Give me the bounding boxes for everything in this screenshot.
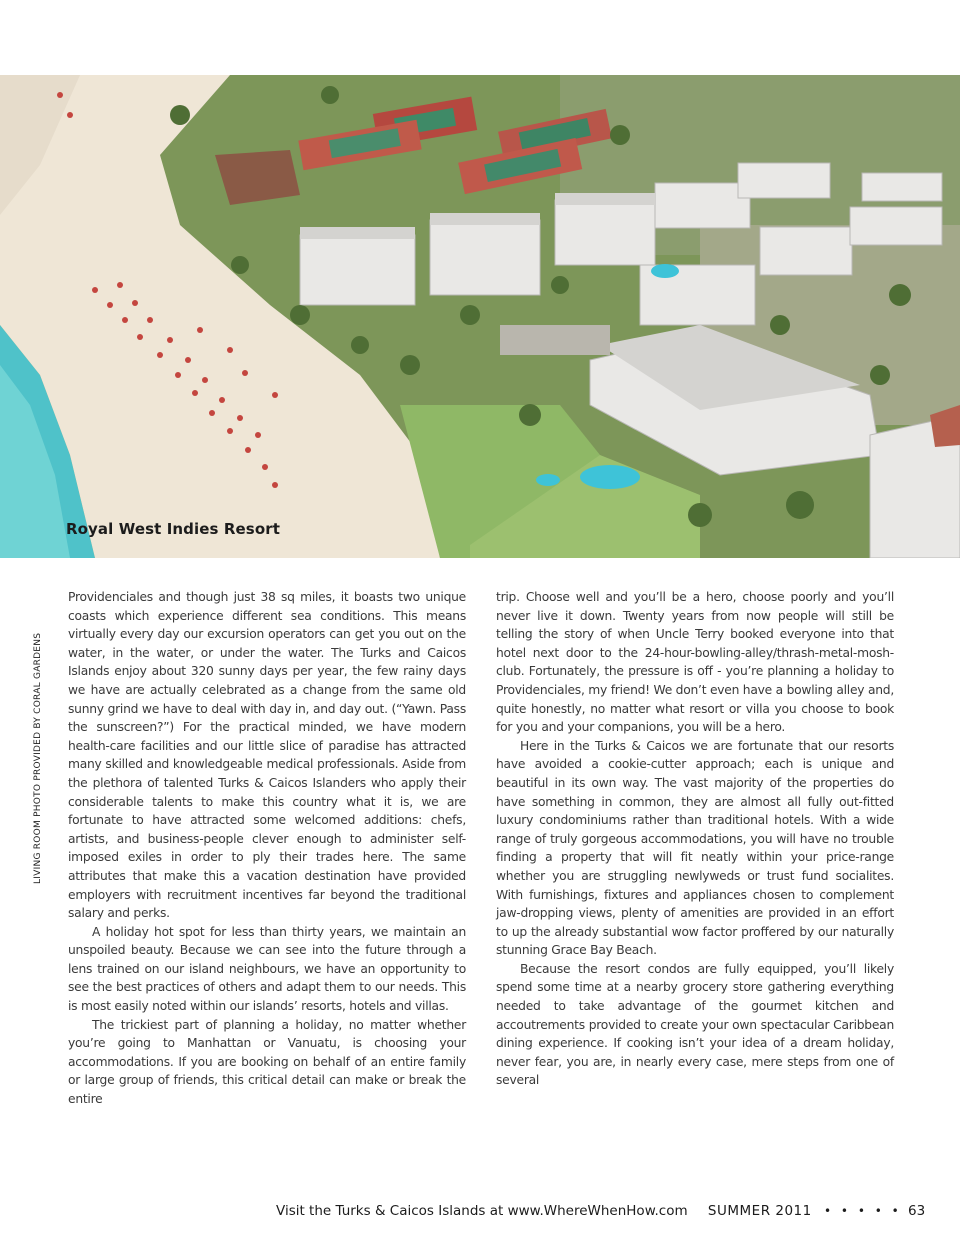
aerial-photo-graphic [0, 75, 960, 558]
article-paragraph: Here in the Turks & Caicos we are fortunate that our resorts have avoided a cookie-cutter approach; each is unique and beautiful in its own way. The vast majority of the properties do have something in common, they are almost all fully out-fitted luxury condominiums rather than traditional hotels. With a wide range of truly gorgeous accommodations, you will have no trouble finding a property that will fit neatly within your price-range whether you are struggling newlyweds or trust fund socialites. With furnishings, fixtures and appliances chosen to complement jaw-dropping views, plenty of amenities are provided in an effort to up the already substantial wow factor proffered by our naturally stunning Grace Bay Beach. [496, 738, 894, 958]
page-number: 63 [907, 1203, 926, 1219]
article-paragraph: The trickiest part of planning a holiday, no matter whether you’re going to Manhattan or Vanuatu, is choosing your accommodations. If you are booking on behalf of an entire family or large group of friends, this critical detail can make or break the entire [68, 1017, 466, 1107]
article-paragraph: trip. Choose well and you’ll be a hero, choose poorly and you’ll never live it down. Twenty years from now people will still be telling the story of when Uncle Terry booked everyone into that hotel next door to the 24-hour-bowling-alley/thrash-metal-mosh-club. Fortunately, the pressure is off - you’re planning a holiday to Providenciales, my friend! We don’t even have a bowling alley and, quite honestly, no matter what resort or villa you choose to book for you and your companions, you will be a hero. [496, 590, 894, 735]
footer-website-text: Visit the Turks & Caicos Islands at www.WhereWhenHow.com [276, 1203, 688, 1219]
footer-issue: SUMMER 2011 [707, 1203, 812, 1219]
article-paragraph: Providenciales and though just 38 sq miles, it boasts two unique coasts which experience different sea conditions. This means virtually every day our excursion operators can get you out on the water, in the water, or under the water. The Turks and Caicos Islands enjoy about 320 sunny days per year, the few rainy days we have are actually celebrated as a change from the same old sunny grind we have to deal with day in, and day out. (“Yawn. Pass the sunscreen?”) For the practical minded, we have modern health-care facilities and our little slice of paradise has attracted many skilled and knowledgeable medical professionals. Aside from the plethora of talented Turks & Caicos Islanders who apply their considerable talents to make this country what it is, we are fortunate to have attracted some welcomed additions: chefs, artists, and business-people clever enough to administer self-imposed exiles in order to ply their trades here. The same attributes that make this a vacation destination have provided employers with recruitment incentives far beyond the traditional salary and perks. [68, 590, 466, 921]
article-column-left [68, 588, 466, 1109]
photo-caption: Royal West Indies Resort [66, 520, 281, 538]
footer-dots: • • • • • [824, 1204, 902, 1218]
article-paragraph: A holiday hot spot for less than thirty years, we maintain an unspoiled beauty. Because we can see into the future through a lens trained on our island neighbours, we have an opportunity to see the best practices of others and adapt them to our needs. This is most easily noted within our islands’ resorts, hotels and villas. [68, 924, 466, 1014]
article-paragraph: Because the resort condos are fully equipped, you’ll likely spend some time at a nearby grocery store gathering everything needed to take advantage of the gourmet kitchen and accoutrements provided to create your own spectacular Caribbean dining experience. If cooking isn’t your idea of a dream holiday, never fear, you are, in nearly every case, mere steps from one of several [496, 961, 894, 1088]
resort-aerial-photo [0, 75, 960, 558]
article-column-right [496, 588, 894, 1090]
photo-credit: LIVING ROOM PHOTO PROVIDED BY CORAL GARDENS [33, 632, 43, 884]
page-footer [276, 1203, 926, 1219]
